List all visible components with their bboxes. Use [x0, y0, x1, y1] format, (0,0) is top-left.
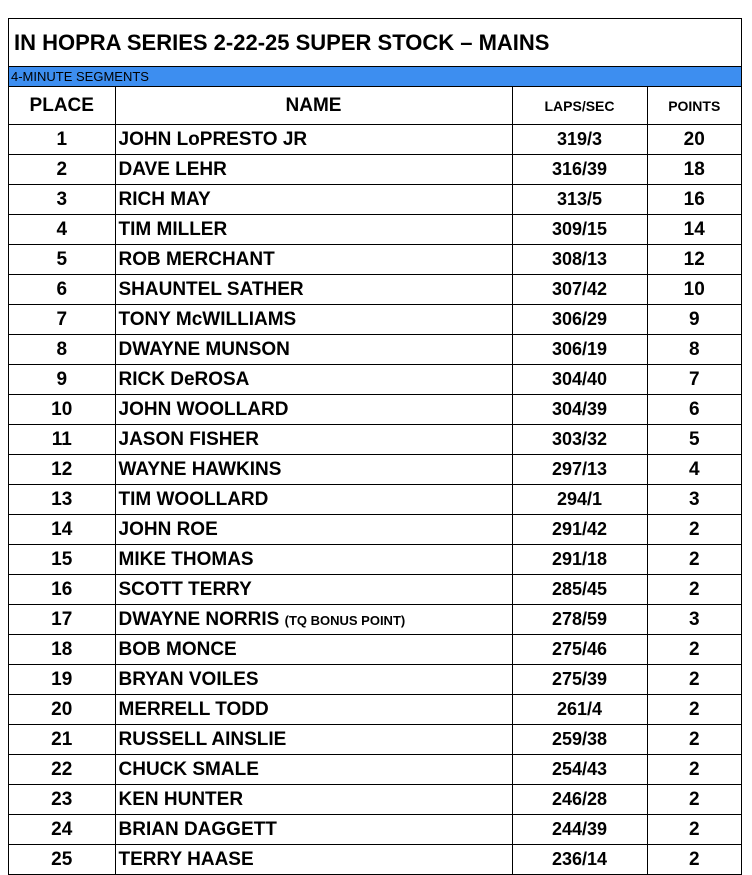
laps-cell: 285/45	[512, 575, 647, 605]
points-cell: 2	[647, 755, 741, 785]
points-cell: 6	[647, 395, 741, 425]
place-cell: 6	[9, 275, 115, 305]
place-cell: 19	[9, 665, 115, 695]
laps-cell: 259/38	[512, 725, 647, 755]
name-cell	[115, 125, 512, 155]
table-body	[9, 125, 741, 875]
place-cell: 8	[9, 335, 115, 365]
table-row	[9, 155, 741, 185]
points-cell: 2	[647, 815, 741, 845]
place-cell: 14	[9, 515, 115, 545]
table-row	[9, 665, 741, 695]
header-row	[9, 87, 741, 125]
table-row	[9, 755, 741, 785]
laps-cell: 294/1	[512, 485, 647, 515]
laps-cell: 261/4	[512, 695, 647, 725]
driver-name: MERRELL TODD	[118, 698, 269, 720]
name-cell	[115, 665, 512, 695]
driver-name: CHUCK SMALE	[118, 758, 259, 780]
place-cell: 13	[9, 485, 115, 515]
column-header-laps: LAPS/SEC	[512, 87, 647, 125]
laps-cell: 313/5	[512, 185, 647, 215]
name-cell	[115, 605, 512, 635]
points-cell: 2	[647, 725, 741, 755]
name-cell	[115, 845, 512, 875]
laps-cell: 275/46	[512, 635, 647, 665]
name-cell	[115, 395, 512, 425]
driver-name: TONY McWILLIAMS	[118, 308, 297, 330]
driver-name: DAVE LEHR	[118, 158, 227, 180]
driver-name: KEN HUNTER	[118, 788, 244, 810]
laps-cell: 244/39	[512, 815, 647, 845]
table-row	[9, 695, 741, 725]
column-header-place: PLACE	[9, 87, 115, 125]
table-row	[9, 305, 741, 335]
table-row	[9, 605, 741, 635]
name-cell	[115, 425, 512, 455]
name-cell	[115, 185, 512, 215]
driver-name: ROB MERCHANT	[118, 248, 275, 270]
laps-cell: 306/19	[512, 335, 647, 365]
points-cell: 2	[647, 545, 741, 575]
name-cell	[115, 575, 512, 605]
place-cell: 21	[9, 725, 115, 755]
name-cell	[115, 695, 512, 725]
name-cell	[115, 815, 512, 845]
driver-name: JOHN WOOLLARD	[118, 398, 289, 420]
table-row	[9, 785, 741, 815]
name-cell	[115, 545, 512, 575]
name-cell	[115, 275, 512, 305]
table-row	[9, 245, 741, 275]
place-cell: 5	[9, 245, 115, 275]
points-cell: 7	[647, 365, 741, 395]
driver-name: BOB MONCE	[118, 638, 237, 660]
results-table	[9, 87, 741, 874]
points-cell: 5	[647, 425, 741, 455]
driver-name: TIM MILLER	[118, 218, 228, 240]
place-cell: 10	[9, 395, 115, 425]
table-row	[9, 395, 741, 425]
place-cell: 4	[9, 215, 115, 245]
table-row	[9, 515, 741, 545]
driver-name: SHAUNTEL SATHER	[118, 278, 304, 300]
name-cell	[115, 215, 512, 245]
table-row	[9, 215, 741, 245]
name-cell	[115, 785, 512, 815]
points-cell: 16	[647, 185, 741, 215]
place-cell: 22	[9, 755, 115, 785]
table-row	[9, 365, 741, 395]
laps-cell: 307/42	[512, 275, 647, 305]
points-cell: 2	[647, 575, 741, 605]
points-cell: 18	[647, 155, 741, 185]
laps-cell: 303/32	[512, 425, 647, 455]
table-row	[9, 455, 741, 485]
name-cell	[115, 485, 512, 515]
points-cell: 2	[647, 785, 741, 815]
table-row	[9, 425, 741, 455]
table-row	[9, 275, 741, 305]
table-row	[9, 335, 741, 365]
table-header	[9, 87, 741, 125]
name-cell	[115, 155, 512, 185]
place-cell: 23	[9, 785, 115, 815]
place-cell: 15	[9, 545, 115, 575]
laps-cell: 236/14	[512, 845, 647, 875]
points-cell: 2	[647, 635, 741, 665]
table-row	[9, 635, 741, 665]
laps-cell: 275/39	[512, 665, 647, 695]
points-cell: 8	[647, 335, 741, 365]
column-header-points: POINTS	[647, 87, 741, 125]
driver-name: BRIAN DAGGETT	[118, 818, 277, 840]
laps-cell: 291/42	[512, 515, 647, 545]
laps-cell: 306/29	[512, 305, 647, 335]
points-cell: 2	[647, 515, 741, 545]
bonus-note: (TQ BONUS POINT)	[284, 612, 406, 628]
laps-cell: 309/15	[512, 215, 647, 245]
place-cell: 3	[9, 185, 115, 215]
driver-name: BRYAN VOILES	[118, 668, 259, 690]
laps-cell: 291/18	[512, 545, 647, 575]
driver-name: RUSSELL AINSLIE	[118, 728, 287, 750]
driver-name: WAYNE HAWKINS	[118, 458, 282, 480]
place-cell: 24	[9, 815, 115, 845]
driver-name: TERRY HAASE	[118, 848, 254, 870]
name-cell	[115, 725, 512, 755]
points-cell: 20	[647, 125, 741, 155]
table-row	[9, 125, 741, 155]
place-cell: 9	[9, 365, 115, 395]
name-cell	[115, 365, 512, 395]
driver-name: SCOTT TERRY	[118, 578, 252, 600]
table-row	[9, 545, 741, 575]
points-cell: 10	[647, 275, 741, 305]
name-cell	[115, 335, 512, 365]
laps-cell: 316/39	[512, 155, 647, 185]
driver-name: DWAYNE MUNSON	[118, 338, 290, 360]
points-cell: 3	[647, 485, 741, 515]
place-cell: 18	[9, 635, 115, 665]
table-row	[9, 575, 741, 605]
driver-name: JOHN LoPRESTO JR	[118, 128, 308, 150]
driver-name: JASON FISHER	[118, 428, 259, 450]
driver-name: DWAYNE NORRIS	[118, 608, 280, 630]
table-row	[9, 485, 741, 515]
points-cell: 14	[647, 215, 741, 245]
column-header-name: NAME	[115, 87, 512, 125]
laps-cell: 246/28	[512, 785, 647, 815]
place-cell: 12	[9, 455, 115, 485]
table-row	[9, 845, 741, 875]
name-cell	[115, 305, 512, 335]
points-cell: 9	[647, 305, 741, 335]
driver-name: TIM WOOLLARD	[118, 488, 269, 510]
page-title: IN HOPRA SERIES 2-22-25 SUPER STOCK – MAINS	[9, 19, 741, 67]
points-cell: 2	[647, 695, 741, 725]
laps-cell: 304/39	[512, 395, 647, 425]
place-cell: 25	[9, 845, 115, 875]
driver-name: RICH MAY	[118, 188, 211, 210]
name-cell	[115, 635, 512, 665]
laps-cell: 304/40	[512, 365, 647, 395]
place-cell: 17	[9, 605, 115, 635]
place-cell: 7	[9, 305, 115, 335]
points-cell: 2	[688, 848, 700, 870]
laps-cell: 319/3	[512, 125, 647, 155]
place-cell: 1	[9, 125, 115, 155]
driver-name: MIKE THOMAS	[118, 548, 254, 570]
segment-banner: 4-MINUTE SEGMENTS	[9, 67, 741, 87]
driver-name: RICK DeROSA	[118, 368, 250, 390]
name-cell	[115, 245, 512, 275]
place-cell: 2	[9, 155, 115, 185]
laps-cell: 278/59	[512, 605, 647, 635]
laps-cell: 308/13	[512, 245, 647, 275]
place-cell: 11	[9, 425, 115, 455]
points-cell: 12	[647, 245, 741, 275]
table-row	[9, 725, 741, 755]
place-cell: 16	[9, 575, 115, 605]
laps-cell: 297/13	[512, 455, 647, 485]
points-cell: 4	[647, 455, 741, 485]
points-cell: 3	[647, 605, 741, 635]
driver-name: JOHN ROE	[118, 518, 218, 540]
results-sheet	[8, 18, 742, 875]
table-row	[9, 185, 741, 215]
name-cell	[115, 455, 512, 485]
place-cell: 20	[9, 695, 115, 725]
points-cell: 2	[647, 665, 741, 695]
laps-cell: 254/43	[512, 755, 647, 785]
name-cell	[115, 515, 512, 545]
name-cell	[115, 755, 512, 785]
table-row	[9, 815, 741, 845]
